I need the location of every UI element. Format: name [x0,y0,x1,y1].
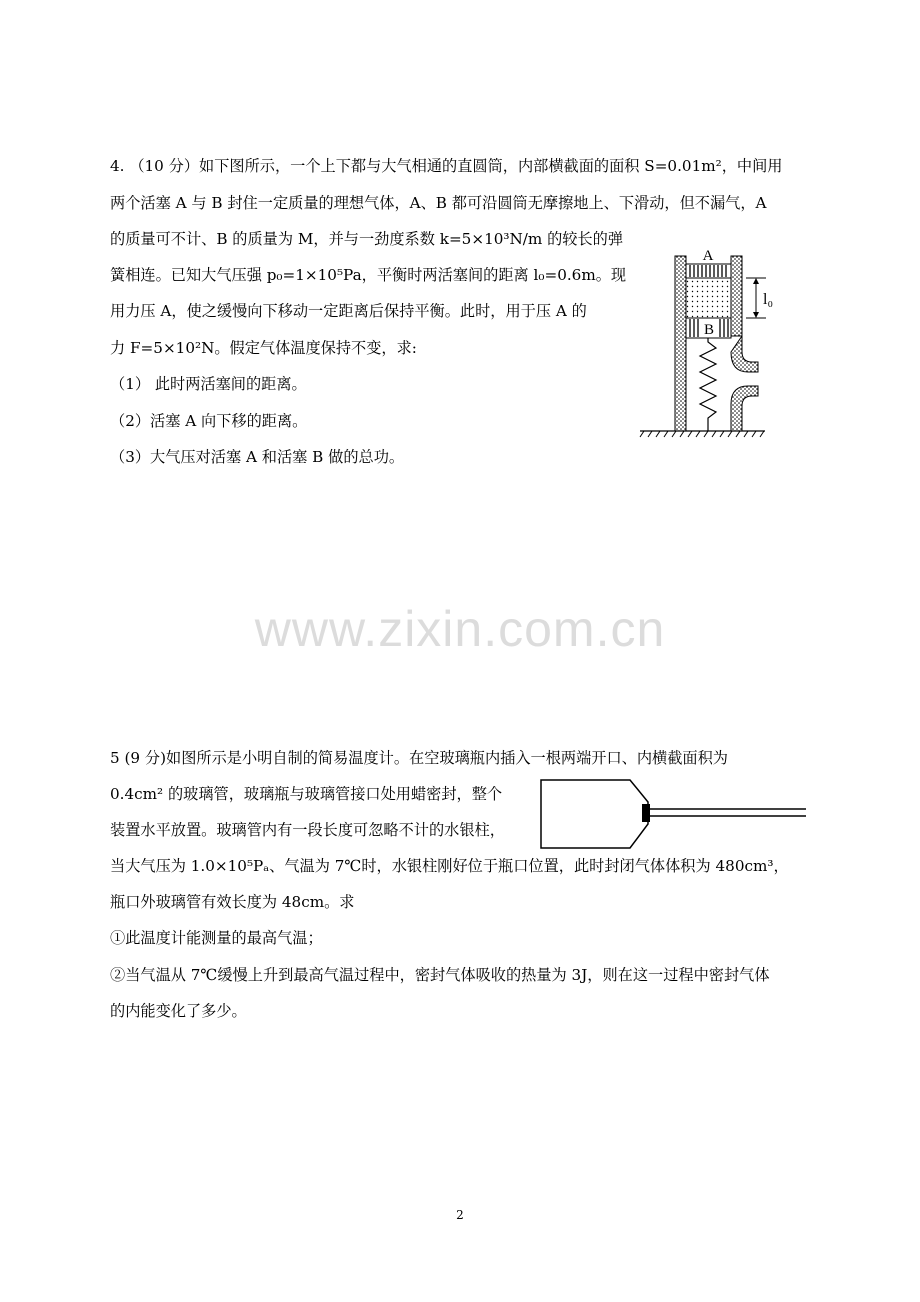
q4-sub-question-1: （1） 此时两活塞间的距离。 [110,375,307,393]
q4-line-5: 用力压 A，使之缓慢向下移动一定距离后保持平衡。此时，用于压 A 的 [110,302,587,320]
page-number: 2 [456,1208,464,1222]
bottle-thermometer-figure [538,778,808,850]
q5-line-8: 的内能变化了多少。 [110,1002,247,1020]
q5-line-3: 装置水平放置。玻璃管内有一段长度可忽略不计的水银柱， [110,821,505,839]
q4-line-2: 两个活塞 A 与 B 封住一定质量的理想气体，A、B 都可沿圆筒无摩擦地上、下滑动，但不漏气，A [110,194,767,212]
piston-b-label: B [703,322,715,338]
piston-a-label: A [702,248,714,264]
q5-sub-question-1: ①此温度计能测量的最高气温； [110,929,323,947]
watermark: www.zixin.com.cn [254,601,666,657]
q4-sub-question-3: （3）大气压对活塞 A 和活塞 B 做的总功。 [110,448,405,466]
q5-line-7: ②当气温从 7℃缓慢上升到最高气温过程中，密封气体吸收的热量为 3J，则在这一过程中密封气体 [110,966,770,984]
l0-label: l₀ [763,291,774,308]
q4-line-1: 4. （10 分）如下图所示，一个上下都与大气相通的直圆筒，内部横截面的面积 S=0.01m²，中间用 [110,157,783,175]
q5-line-5: 瓶口外玻璃管有效长度为 48cm。求 [110,893,355,911]
q4-line-4: 簧相连。已知大气压强 p₀=1×10⁵Pa，平衡时两活塞间的距离 l₀=0.6m。现 [110,266,627,284]
q4-line-6: 力 F=5×10²N。假定气体温度保持不变，求: [110,339,417,357]
q5-line-1: 5 (9 分)如图所示是小明自制的简易温度计。在空玻璃瓶内插入一根两端开口、内横截面积为 [110,749,728,767]
q4-sub-question-2: （2）活塞 A 向下移的距离。 [110,412,308,430]
q5-line-4: 当大气压为 1.0×10⁵Pₐ、气温为 7℃时，水银柱刚好位于瓶口位置，此时封闭气体体积为 480cm³， [110,857,789,875]
q5-line-2: 0.4cm² 的玻璃管，玻璃瓶与玻璃管接口处用蜡密封，整个 [110,785,503,803]
q4-line-3: 的质量可不计、B 的质量为 M，并与一劲度系数 k=5×10³N/m 的较长的弹 [110,230,624,248]
cylinder-piston-figure [640,244,790,439]
